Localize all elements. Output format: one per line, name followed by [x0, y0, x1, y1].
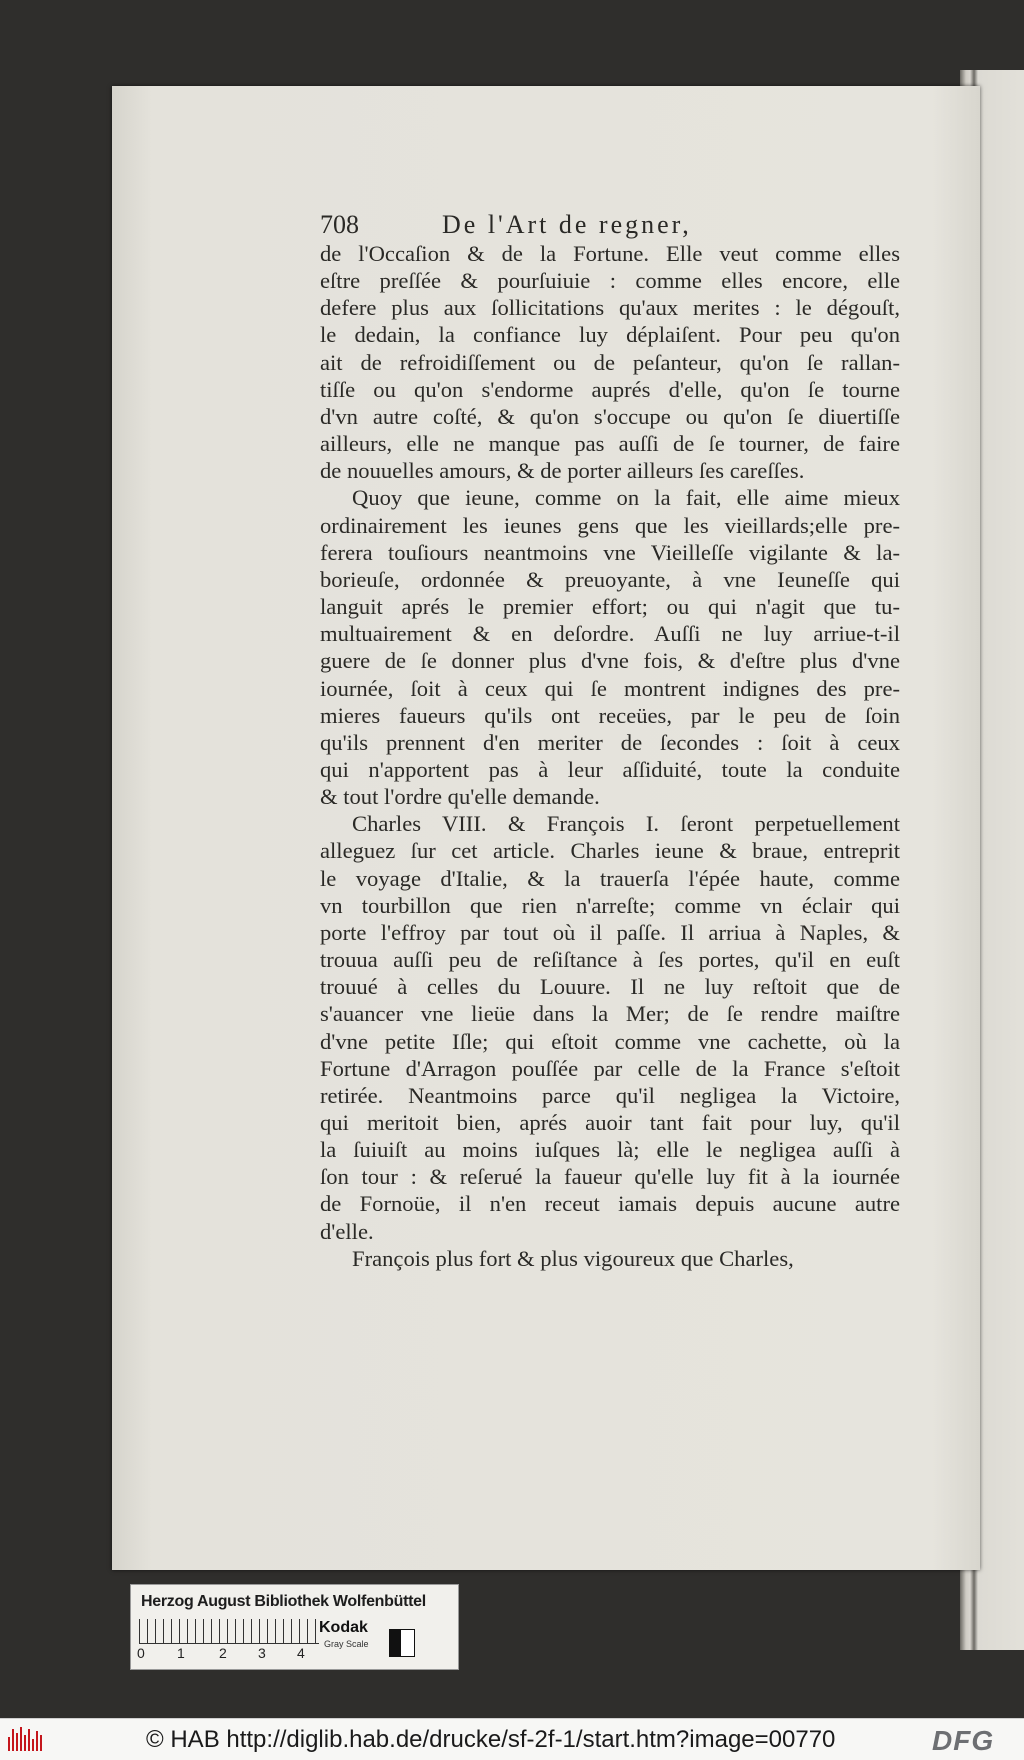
- institution-label: Herzog August Bibliothek Wolfenbüttel: [141, 1593, 426, 1610]
- text-line: multuairement & en deſordre. Auſſi ne luy arriue-t-il: [320, 621, 900, 647]
- scale-number: 3: [258, 1645, 266, 1661]
- text-line: ailleurs, elle ne manque pas auſſi de ſe tourner, de faire: [320, 431, 900, 457]
- gray-scale-patch: [389, 1629, 415, 1657]
- text-line: de Fornoüe, il n'en receut iamais depuis aucune autre: [320, 1191, 900, 1217]
- text-line: alleguez ſur cet article. Charles ieune & braue, entreprit: [320, 838, 900, 864]
- page-number: 708: [320, 210, 359, 239]
- text-line: le voyage d'Italie, & la trauerſa l'épée haute, comme: [320, 865, 900, 891]
- copyright-link[interactable]: © HAB http://diglib.hab.de/drucke/sf-2f-1/start.htm?image=00770: [146, 1726, 836, 1753]
- scale-number: 1: [177, 1645, 185, 1661]
- running-title: De l'Art de regner,: [442, 210, 692, 239]
- text-line: François plus fort & plus vigoureux que Charles,: [352, 1245, 794, 1271]
- text-line: defere plus aux ſollicitations qu'aux merites : le dégouſt,: [320, 295, 900, 321]
- gray-scale-label: Gray Scale: [324, 1639, 369, 1649]
- text-line: ordinairement les ieunes gens que les vieillards;elle pre-: [320, 512, 900, 538]
- text-line: Quoy que ieune, comme on la fait, elle aime mieux: [352, 485, 900, 511]
- text-line: guere de ſe donner plus d'vne fois, & d'eſtre plus d'vne: [320, 648, 900, 674]
- scale-number: 2: [219, 1645, 227, 1661]
- scale-number: 4: [297, 1645, 305, 1661]
- text-line: ferera touſiours neantmoins vne Vieilleſſe vigilante & la-: [320, 539, 900, 565]
- kodak-label: Kodak: [319, 1619, 368, 1636]
- text-line: d'vn autre coſté, & qu'on s'occupe ou qu'on ſe diuertiſſe: [320, 403, 900, 429]
- text-line: de l'Occaſion & de la Fortune. Elle veut comme elles: [320, 241, 900, 266]
- scale-number: 0: [137, 1645, 145, 1661]
- dfg-logo: DFG: [932, 1725, 995, 1756]
- color-calibration-bar: [130, 1584, 459, 1670]
- page-header: [320, 210, 920, 240]
- text-line: trouué à celles du Louure. Il ne luy reſtoit que de: [320, 974, 900, 1000]
- text-line: la ſuiuiſt au moins iuſques là; elle le negligea auſſi à: [320, 1137, 900, 1163]
- text-line: iournée, ſoit à ceux qui ſe montrent indignes des pre-: [320, 675, 900, 701]
- text-line: porte l'effroy par tout où il paſſe. Il arriua à Naples, &: [320, 919, 900, 945]
- scale-ruler: [139, 1619, 319, 1643]
- text-line: retirée. Neantmoins parce qu'il negligea la Victoire,: [320, 1082, 900, 1108]
- text-line: de nouuelles amours, & de porter ailleurs ſes careſſes.: [320, 458, 805, 484]
- text-line: mieres faueurs qu'ils ont receües, par le peu de ſoin: [320, 702, 900, 728]
- text-line: s'auancer vne lieüe dans la Mer; de ſe rendre maiſtre: [320, 1001, 900, 1027]
- text-line: Charles VIII. & François I. ſeront perpetuellement: [352, 811, 900, 837]
- text-line: qui meritoit bien, aprés auoir tant fait pour luy, qu'il: [320, 1110, 900, 1135]
- footer-bar: [0, 1718, 1024, 1760]
- hab-logo-icon: [8, 1727, 44, 1751]
- text-line: & tout l'ordre qu'elle demande.: [320, 784, 600, 810]
- text-line: le dedain, la confiance luy déplaiſent. Pour peu qu'on: [320, 322, 900, 348]
- text-line: qui n'apportent pas à leur aſſiduité, toute la conduite: [320, 756, 900, 782]
- text-line: borieuſe, ordonnée & preuoyante, à vne Ieuneſſe qui: [320, 566, 900, 592]
- text-line: ſon tour : & reſerué la faueur qu'elle luy fit à la iournée: [320, 1164, 900, 1190]
- text-line: languit aprés le premier effort; ou qui n'agit que tu-: [320, 594, 900, 620]
- text-line: vn tourbillon que rien n'arreſte; comme vn éclair qui: [320, 892, 900, 918]
- text-line: tiſſe ou qu'on s'endorme auprés d'elle, qu'on ſe tourne: [320, 376, 900, 402]
- text-line: trouua auſſi peu de reſiſtance à ſes portes, qu'il en euſt: [320, 947, 900, 973]
- text-line: d'elle.: [320, 1218, 374, 1244]
- ruler-baseline: [139, 1643, 319, 1644]
- text-line: eſtre preſſée & pourſuiuie : comme elles encore, elle: [320, 268, 900, 294]
- text-line: d'vne petite Iſle; qui eſtoit comme vne cachette, où la: [320, 1028, 900, 1054]
- text-line: ait de refroidiſſement ou de peſanteur, qu'on ſe rallan-: [320, 349, 900, 375]
- text-line: qu'ils prennent d'en meriter de ſecondes : ſoit à ceux: [320, 729, 900, 755]
- text-line: Fortune d'Arragon pouſſée par celle de la France s'eſtoit: [320, 1055, 900, 1081]
- page-body-text: [320, 240, 900, 1272]
